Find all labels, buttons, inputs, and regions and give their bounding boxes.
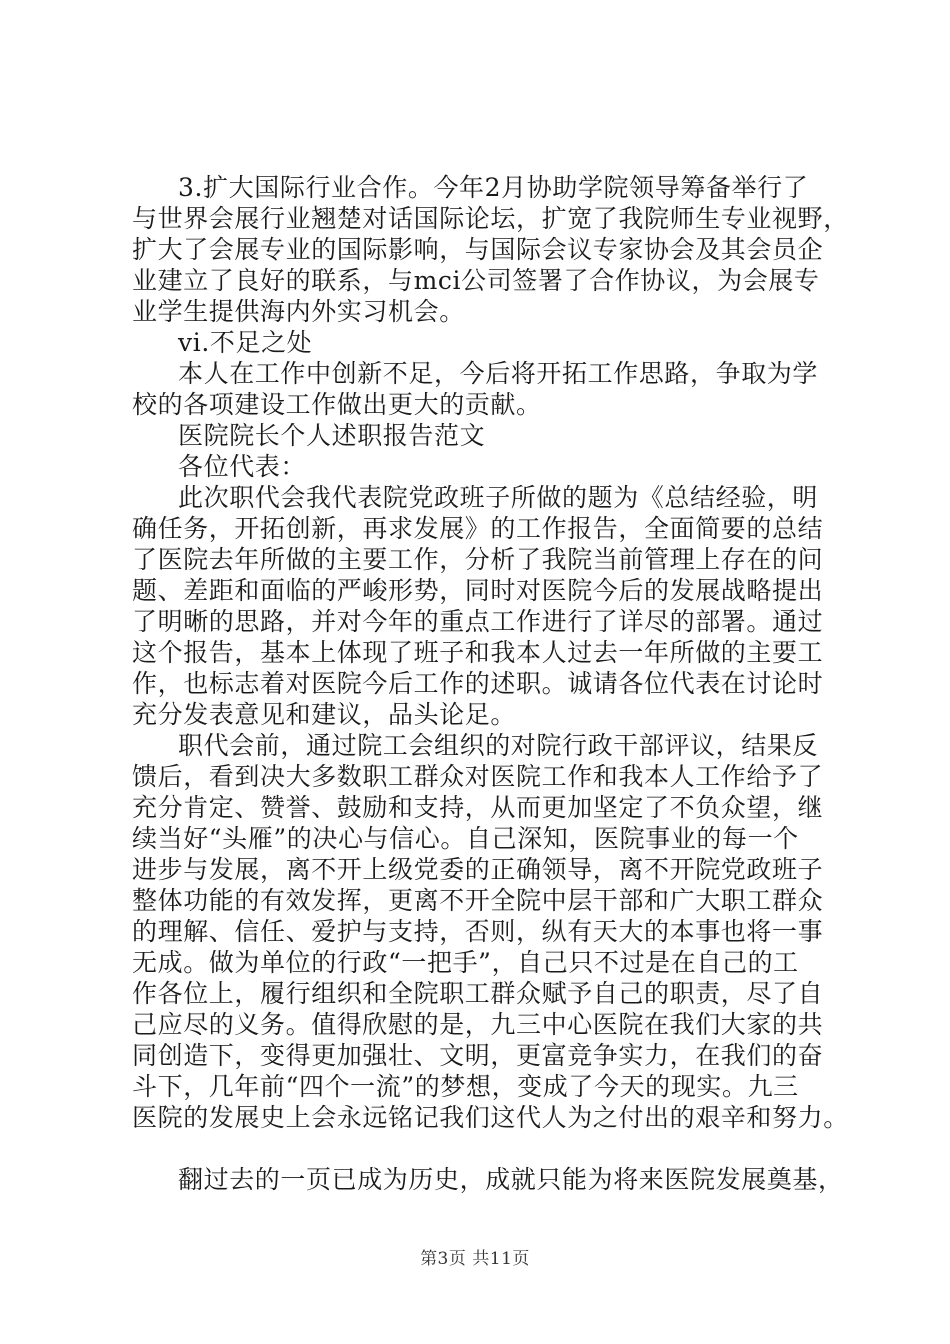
paragraph-line: 业学生提供海内外实习机会。 xyxy=(132,297,465,326)
page-number-footer: 第3页 共11页 xyxy=(420,1249,530,1269)
paragraph-line: 这个报告，基本上体现了班子和我本人过去一年所做的主要工 xyxy=(132,638,824,667)
paragraph-line: 作，也标志着对医院今后工作的述职。诚请各位代表在讨论时 xyxy=(132,669,824,698)
paragraph-line: 扩大了会展专业的国际影响，与国际会议专家协会及其会员企 xyxy=(132,235,824,264)
paragraph-line: 己应尽的义务。值得欣慰的是，九三中心医院在我们大家的共 xyxy=(132,1010,824,1039)
paragraph-line: 进步与发展，离不开上级党委的正确领导，离不开院党政班子 xyxy=(132,855,824,884)
paragraph-line: 医院的发展史上会永远铭记我们这代人为之付出的艰辛和努力。 xyxy=(132,1103,849,1132)
paragraph-line: 职代会前，通过院工会组织的对院行政干部评议，结果反 xyxy=(178,731,819,760)
paragraph-line: 本人在工作中创新不足，今后将开拓工作思路，争取为学 xyxy=(178,359,819,388)
paragraph-line: 无成。做为单位的行政“一把手”，自己只不过是在自己的工 xyxy=(132,948,799,977)
paragraph-spacer xyxy=(132,1133,854,1164)
paragraph-line: 续当好“头雁”的决心与信心。自己深知，医院事业的每一个 xyxy=(132,824,799,853)
paragraph-line: 了明晰的思路，并对今年的重点工作进行了详尽的部署。通过 xyxy=(132,607,824,636)
paragraph-line: 此次职代会我代表院党政班子所做的题为《总结经验，明 xyxy=(178,483,819,512)
paragraph-line: 同创造下，变得更加强壮、文明，更富竞争实力，在我们的奋 xyxy=(132,1041,824,1070)
salutation: 各位代表： xyxy=(178,452,307,481)
paragraph-line: 3.扩大国际行业合作。今年2月协助学院领导筹备举行了 xyxy=(178,173,809,202)
paragraph-line: 整体功能的有效发挥，更离不开全院中层干部和广大职工群众 xyxy=(132,886,824,915)
paragraph-line: 充分发表意见和建议，品头论足。 xyxy=(132,700,517,729)
paragraph-line: 确任务，开拓创新，再求发展》的工作报告，全面简要的总结 xyxy=(132,514,824,543)
paragraph-line: 充分肯定、赞誉、鼓励和支持，从而更加坚定了不负众望，继 xyxy=(132,793,824,822)
paragraph-line: 题、差距和面临的严峻形势，同时对医院今后的发展战略提出 xyxy=(132,576,824,605)
paragraph-line: 业建立了良好的联系，与mci公司签署了合作协议，为会展专 xyxy=(132,266,820,295)
section-heading: vi.不足之处 xyxy=(178,328,313,357)
document-body xyxy=(132,172,854,1195)
paragraph-line: 斗下，几年前“四个一流”的梦想，变成了今天的现实。九三 xyxy=(132,1072,799,1101)
paragraph-line: 校的各项建设工作做出更大的贡献。 xyxy=(132,390,542,419)
paragraph-line: 的理解、信任、爱护与支持，否则，纵有天大的本事也将一事 xyxy=(132,917,824,946)
paragraph-line: 翻过去的一页已成为历史，成就只能为将来医院发展奠基， xyxy=(178,1165,844,1194)
paragraph-line: 与世界会展行业翘楚对话国际论坛，扩宽了我院师生专业视野， xyxy=(132,204,849,233)
paragraph-line: 馈后，看到决大多数职工群众对医院工作和我本人工作给予了 xyxy=(132,762,824,791)
document-title: 医院院长个人述职报告范文 xyxy=(178,421,486,450)
paragraph-line: 作各位上，履行组织和全院职工群众赋予自己的职责，尽了自 xyxy=(132,979,824,1008)
paragraph-line: 了医院去年所做的主要工作，分析了我院当前管理上存在的问 xyxy=(132,545,824,574)
